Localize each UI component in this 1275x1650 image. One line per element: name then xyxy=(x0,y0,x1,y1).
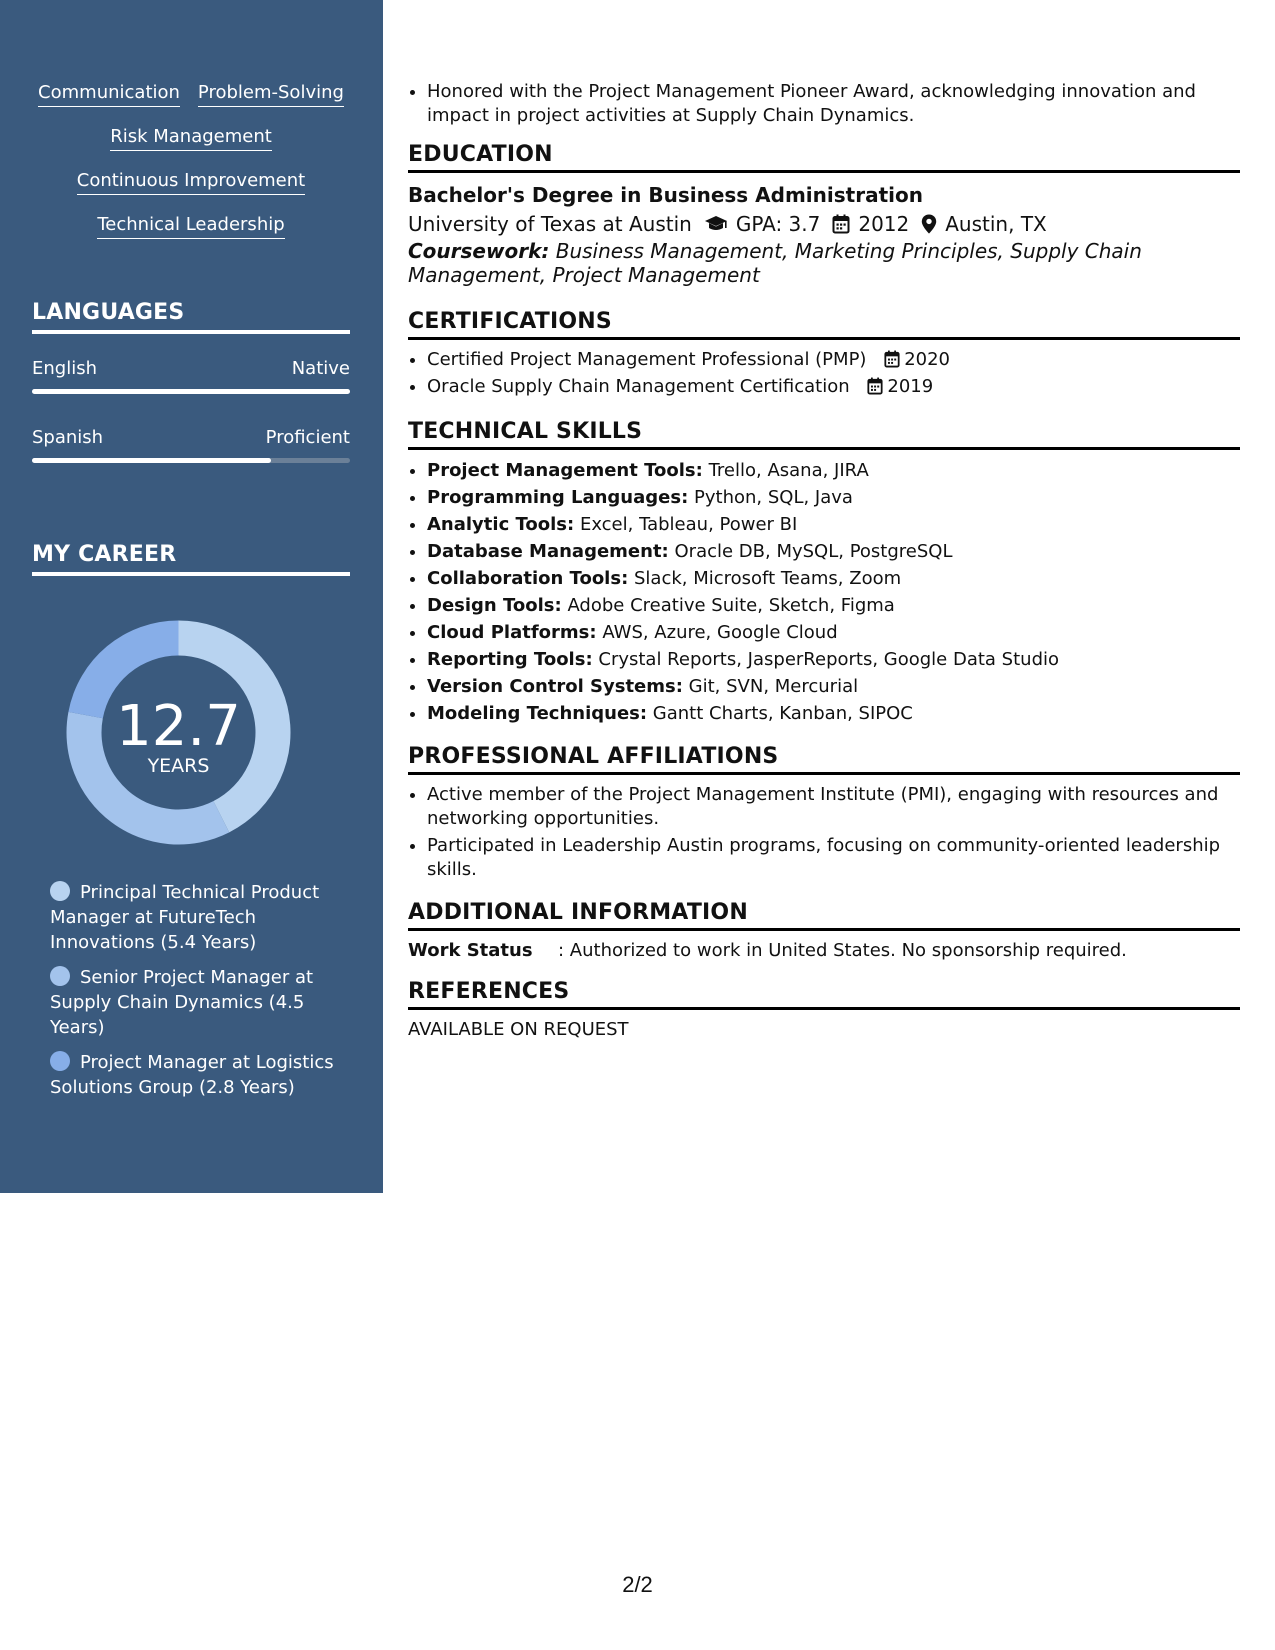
calendar-icon xyxy=(884,350,900,368)
technical-skill-item xyxy=(427,674,1240,699)
education-details xyxy=(408,209,1240,239)
technical-skill-value: Oracle DB, MySQL, PostgreSQL xyxy=(674,541,953,562)
technical-skill-value: Git, SVN, Mercurial xyxy=(688,676,859,697)
coursework xyxy=(408,239,1240,287)
language-name: Spanish xyxy=(32,427,104,448)
skill-tag[interactable]: Problem-Solving xyxy=(198,82,344,107)
technical-skill-item xyxy=(427,566,1240,591)
certification-name: Certified Project Management Professional (PMP) xyxy=(427,349,867,370)
technical-skills-list xyxy=(408,458,1240,726)
graduation-year: 2012 xyxy=(858,212,910,236)
technical-skill-value: AWS, Azure, Google Cloud xyxy=(602,622,838,643)
career-donut-chart xyxy=(66,620,291,845)
skill-tag[interactable]: Continuous Improvement xyxy=(77,170,305,195)
work-status-value: : Authorized to work in United States. No sponsorship required. xyxy=(558,940,1127,961)
sidebar xyxy=(0,0,383,1193)
technical-skill-label: Programming Languages: xyxy=(427,487,689,508)
technical-skill-item xyxy=(427,647,1240,672)
certification-year: 2020 xyxy=(904,349,950,370)
page-number: 2/2 xyxy=(622,1572,653,1597)
degree-title: Bachelor's Degree in Business Administration xyxy=(408,183,923,207)
career-role-label: Project Manager at Logistics Solutions Group (2.8 Years) xyxy=(50,1052,334,1098)
skill-tag[interactable]: Risk Management xyxy=(110,126,272,151)
calendar-icon xyxy=(832,214,850,234)
technical-skill-label: Project Management Tools: xyxy=(427,460,703,481)
technical-skill-label: Cloud Platforms: xyxy=(427,622,597,643)
career-unit: YEARS xyxy=(147,755,210,777)
skill-tag[interactable]: Technical Leadership xyxy=(97,214,284,239)
calendar-icon xyxy=(867,377,883,395)
language-level: Native xyxy=(291,358,350,379)
award-item: • Honored with the Project Management Pioneer Award, acknowledging innovation and impact in project activities at Supply Chain Dynamics. xyxy=(427,80,1240,128)
legend-dot xyxy=(50,1051,70,1071)
legend-dot xyxy=(50,966,70,986)
affiliation-item: • Participated in Leadership Austin programs, focusing on community-oriented leadership skills. xyxy=(427,834,1240,882)
school-location: Austin, TX xyxy=(945,212,1047,236)
school-name: University of Texas at Austin xyxy=(408,212,692,236)
certification-item xyxy=(427,348,1240,372)
skills-list xyxy=(32,82,350,258)
languages-heading: LANGUAGES xyxy=(32,300,350,334)
references-text: AVAILABLE ON REQUEST xyxy=(408,1019,629,1040)
technical-skill-value: Gantt Charts, Kanban, SIPOC xyxy=(652,703,913,724)
skill-tag[interactable]: Communication xyxy=(38,82,180,107)
award-list xyxy=(408,80,1240,128)
graduation-cap-icon xyxy=(704,215,728,233)
technical-skill-label: Design Tools: xyxy=(427,595,562,616)
affiliations-list xyxy=(408,783,1240,882)
technical-skills-heading: TECHNICAL SKILLS xyxy=(408,419,1240,450)
technical-skill-item xyxy=(427,512,1240,537)
affiliations-heading: PROFESSIONAL AFFILIATIONS xyxy=(408,744,1240,775)
language-level: Proficient xyxy=(265,427,350,448)
work-status xyxy=(408,939,1240,963)
technical-skill-item xyxy=(427,458,1240,483)
certifications-list xyxy=(408,348,1240,399)
certification-year: 2019 xyxy=(887,376,934,397)
language-name: English xyxy=(32,358,97,379)
technical-skill-label: Analytic Tools: xyxy=(427,514,575,535)
legend-dot xyxy=(50,881,70,901)
career-legend-item xyxy=(50,965,350,1040)
language-english xyxy=(32,358,350,394)
language-bar xyxy=(32,389,350,394)
career-role-label: Principal Technical Product Manager at FutureTech Innovations (5.4 Years) xyxy=(50,882,320,953)
technical-skill-value: Adobe Creative Suite, Sketch, Figma xyxy=(567,595,895,616)
technical-skill-item xyxy=(427,539,1240,564)
references-heading: REFERENCES xyxy=(408,979,1240,1010)
technical-skill-item xyxy=(427,701,1240,726)
main-content xyxy=(408,80,1240,1042)
certifications-heading: CERTIFICATIONS xyxy=(408,309,1240,340)
certification-name: Oracle Supply Chain Management Certification xyxy=(427,376,850,397)
language-spanish xyxy=(32,427,350,463)
technical-skill-item xyxy=(427,485,1240,510)
technical-skill-value: Excel, Tableau, Power BI xyxy=(579,514,798,535)
career-heading: MY CAREER xyxy=(32,542,350,576)
technical-skill-value: Crystal Reports, JasperReports, Google Data Studio xyxy=(598,649,1060,670)
affiliation-item: • Active member of the Project Management Institute (PMI), engaging with resources and networking opportunities. xyxy=(427,783,1240,831)
education-heading: EDUCATION xyxy=(408,142,1240,173)
language-bar-fill xyxy=(32,389,350,394)
career-legend-item xyxy=(50,1050,350,1100)
technical-skill-label: Database Management: xyxy=(427,541,669,562)
language-bar-fill xyxy=(32,458,271,463)
technical-skill-label: Modeling Techniques: xyxy=(427,703,648,724)
technical-skill-item xyxy=(427,593,1240,618)
career-legend xyxy=(50,880,350,1110)
gpa: GPA: 3.7 xyxy=(735,212,821,236)
certification-item xyxy=(427,375,1240,399)
technical-skill-value: Slack, Microsoft Teams, Zoom xyxy=(634,568,902,589)
career-role-label: Senior Project Manager at Supply Chain Dynamics (4.5 Years) xyxy=(50,967,314,1038)
technical-skill-label: Collaboration Tools: xyxy=(427,568,629,589)
coursework-label: Coursework: xyxy=(408,239,550,263)
technical-skill-label: Reporting Tools: xyxy=(427,649,593,670)
career-total: 12.7 xyxy=(116,694,241,759)
additional-info-heading: ADDITIONAL INFORMATION xyxy=(408,900,1240,931)
career-legend-item xyxy=(50,880,350,955)
location-pin-icon xyxy=(921,214,937,234)
technical-skill-item xyxy=(427,620,1240,645)
language-bar xyxy=(32,458,350,463)
work-status-label: Work Status xyxy=(408,940,533,961)
technical-skill-value: Python, SQL, Java xyxy=(694,487,853,508)
technical-skill-label: Version Control Systems: xyxy=(427,676,683,697)
technical-skill-value: Trello, Asana, JIRA xyxy=(708,460,869,481)
coursework-list: Business Management, Marketing Principles, Supply Chain Management, Project Management xyxy=(408,239,1142,287)
